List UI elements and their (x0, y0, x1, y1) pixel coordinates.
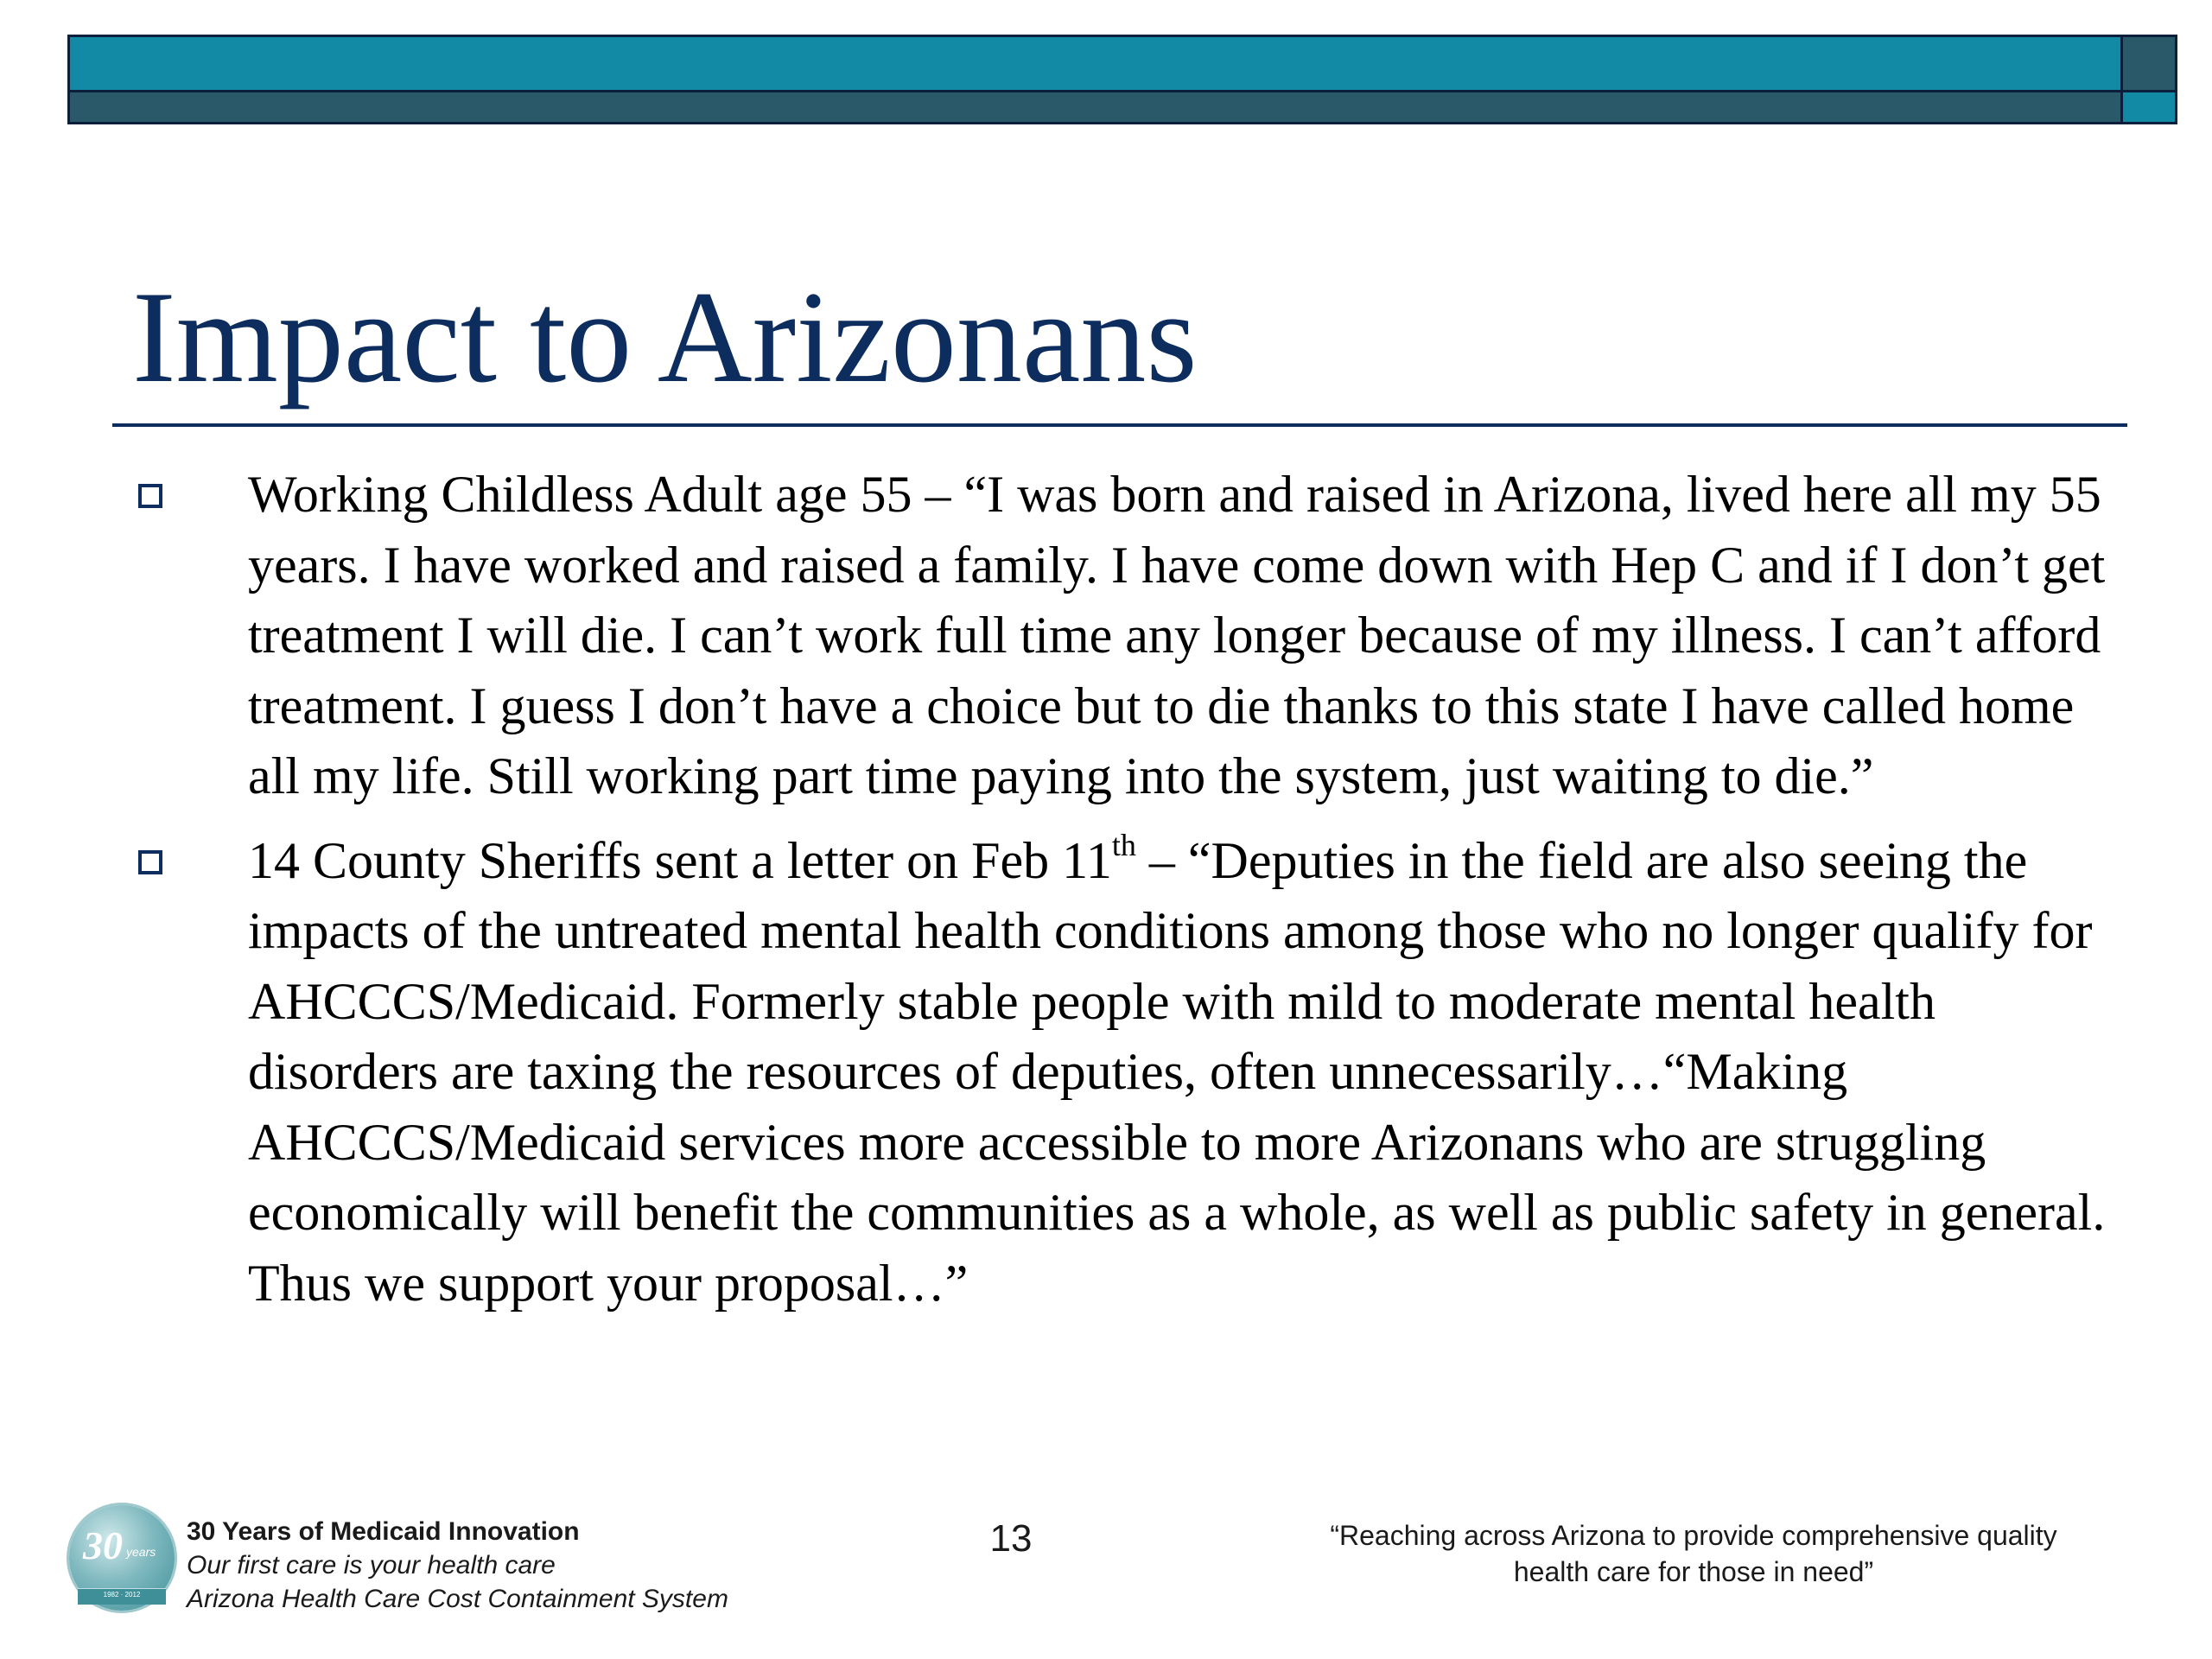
footer-mission-quote (1244, 1517, 2143, 1590)
logo-number: 30 (83, 1523, 123, 1567)
footer-tagline: Our first care is your health care (187, 1551, 556, 1580)
hollow-square-bullet-icon (138, 484, 162, 508)
banner-corner-square-top (2123, 37, 2175, 92)
footer-innovation-line: 30 Years of Medicaid Innovation (187, 1517, 580, 1546)
bullet-text-before: 14 County Sheriffs sent a letter on Feb 11 (248, 831, 1112, 889)
logo-year-range: 1982 · 2012 (103, 1591, 141, 1599)
banner-corner-square-bottom (2123, 92, 2175, 122)
30-years-anniversary-logo-icon (69, 1505, 175, 1611)
title-underline (112, 423, 2127, 427)
bullet-text-after: – “Deputies in the field are also seeing the impacts of the untreated mental health conditions among those who no longer qualify for AHCCCS/Medicaid. Formerly stable people with mild to moderate mental health disorders are taxing the resources of deputies, often unnecessarily…“Making AHCCCS/Medicaid services more accessible to more Arizonans who are struggling economically will benefit the communities as a whole, as well as public safety in general. Thus we support your proposal…” (248, 831, 2106, 1312)
bullet-text (248, 826, 2126, 1319)
page-number: 13 (989, 1517, 1033, 1560)
header-banner (67, 35, 2177, 124)
bullet-list (0, 460, 2212, 1332)
footer-agency-name: Arizona Health Care Cost Containment System (187, 1585, 728, 1613)
logo-word: years (126, 1545, 156, 1559)
hollow-square-bullet-icon (138, 850, 162, 874)
banner-bottom-band (70, 92, 2123, 122)
bullet-item-testimonial (0, 460, 2212, 812)
slide-title: Impact to Arizonans (132, 264, 1198, 410)
footer-agency-block (187, 1515, 728, 1616)
bullet-superscript: th (1111, 827, 1136, 862)
footer-mission-line1: “Reaching across Arizona to provide comprehensive quality (1330, 1520, 2057, 1551)
logo-ribbon (78, 1588, 166, 1605)
bullet-text: Working Childless Adult age 55 – “I was born and raised in Arizona, lived here all my 55 years. I have worked and raised a family. I have come down with Hep C and if I don’t get treatment I will die. I can’t work full time any longer because of my illness. I can’t afford treatment. I guess I don’t have a choice but to die thanks to this state I have called home all my life. Still working part time paying into the system, just waiting to die.” (248, 466, 2106, 804)
bullet-item-sheriffs-letter (0, 826, 2212, 1319)
banner-top-band (70, 37, 2123, 92)
footer-mission-line2: health care for those in need” (1513, 1556, 1874, 1587)
